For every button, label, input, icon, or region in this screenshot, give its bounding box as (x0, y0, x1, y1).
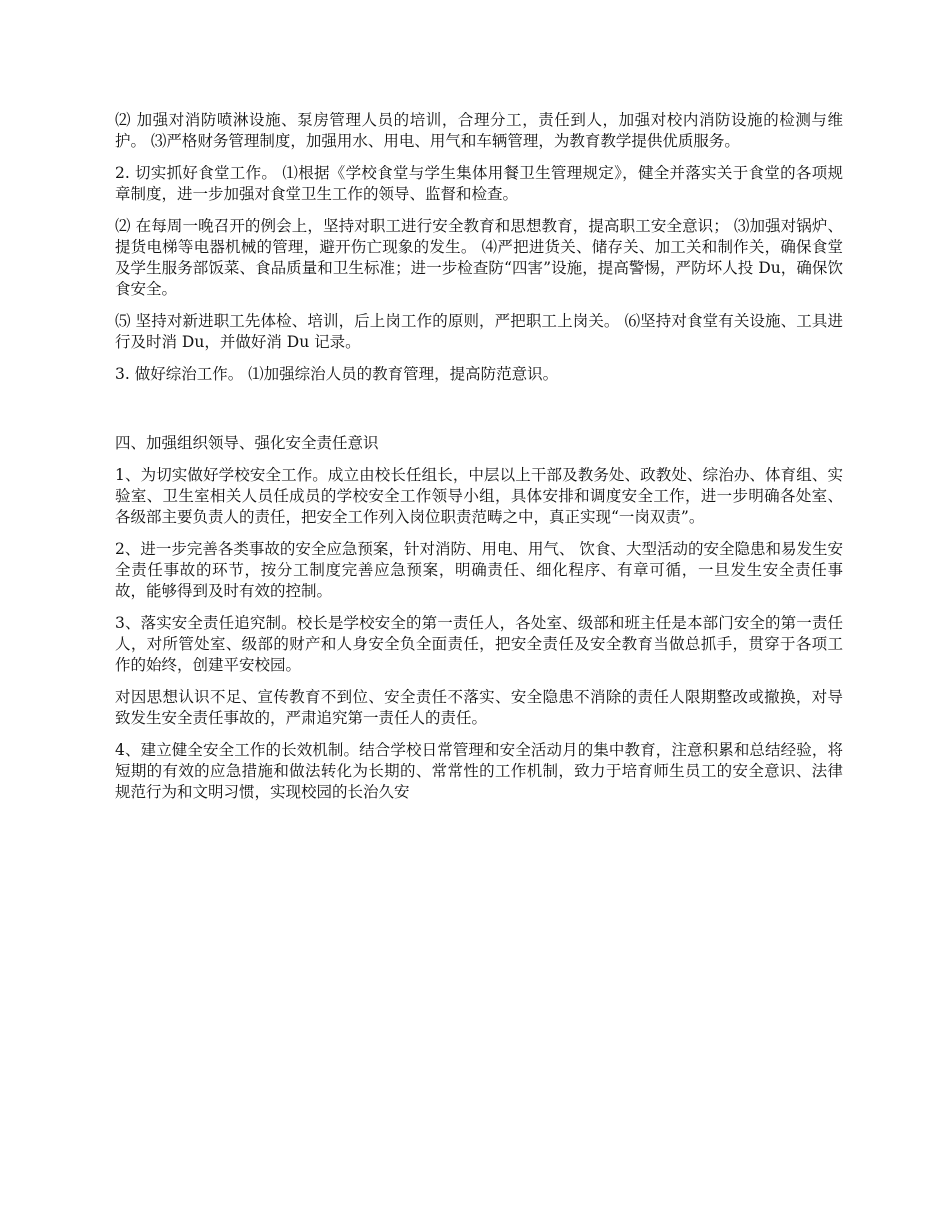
paragraph-comprehensive-management: 3. 做好综治工作。 ⑴加强综治人员的教育管理，提高防范意识。 (115, 365, 559, 383)
paragraph-accountability: 3、落实安全责任追究制。校长是学校安全的第一责任人，各处室、级部和班主任是本部门安全的第一责任人，对所管处室、级部的财产和人身安全负全面责任，把安全责任及安全教育当做总抓手，贯穿于各项工作的始终，创建平安校园。 (115, 614, 843, 674)
paragraph-rectification: 对因思想认识不足、宣传教育不到位、安全责任不落实、安全隐患不消除的责任人限期整改或撤换，对导致发生安全责任事故的，严肃追究第一责任人的责任。 (115, 688, 843, 727)
paragraph-long-term-mechanism: 4、建立健全安全工作的长效机制。结合学校日常管理和安全活动月的集中教育，注意积累和总结经验，将短期的有效的应急措施和做法转化为长期的、常常性的工作机制，致力于培育师生员工的安全意识、法律规范行为和文明习惯，实现校园的长治久安 (115, 741, 843, 801)
paragraph-fire-finance: ⑵ 加强对消防喷淋设施、泵房管理人员的培训，合理分工，责任到人，加强对校内消防设施的检测与维护。 ⑶严格财务管理制度，加强用水、用电、用气和车辆管理，为教育教学提供优质服务。 (115, 111, 843, 150)
section-heading: 四、加强组织领导、强化安全责任意识 (115, 434, 379, 452)
paragraph-weekly-meeting: ⑵ 在每周一晚召开的例会上，坚持对职工进行安全教育和思想教育，提高职工安全意识； ⑶加强对锅炉、提货电梯等电器机械的管理，避开伤亡现象的发生。 ⑷严把进货关、储存关、加工关和制作关，确保食堂及学生服务部饭菜、食品质量和卫生标准；进一步检查防“四害”设施，提高警惕，严防坏人投 Du，确保饮食安全。 (115, 217, 843, 298)
document-page (115, 110, 843, 814)
paragraph-emergency-plans: 2、进一步完善各类事故的安全应急预案，针对消防、用电、用气、 饮食、大型活动的安全隐患和易发生安全责任事故的环节，按分工制度完善应急预案，明确责任、细化程序、有章可循，一旦发生安全责任事故，能够得到及时有效的控制。 (115, 540, 843, 600)
paragraph-leadership-group: 1、为切实做好学校安全工作。成立由校长任组长，中层以上干部及教务处、政教处、综治办、体育组、实验室、卫生室相关人员任成员的学校安全工作领导小组，具体安排和调度安全工作，进一步明确各处室、各级部主要负责人的责任，把安全工作列入岗位职责范畴之中，真正实现“一岗双责”。 (115, 466, 843, 526)
paragraph-canteen-work: 2. 切实抓好食堂工作。 ⑴根据《学校食堂与学生集体用餐卫生管理规定》，健全并落实关于食堂的各项规章制度，进一步加强对食堂卫生工作的领导、监督和检查。 (115, 164, 843, 203)
paragraph-new-staff: ⑸ 坚持对新进职工先体检、培训，后上岗工作的原则，严把职工上岗关。 ⑹坚持对食堂有关设施、工具进行及时消 Du，并做好消 Du 记录。 (115, 312, 843, 351)
